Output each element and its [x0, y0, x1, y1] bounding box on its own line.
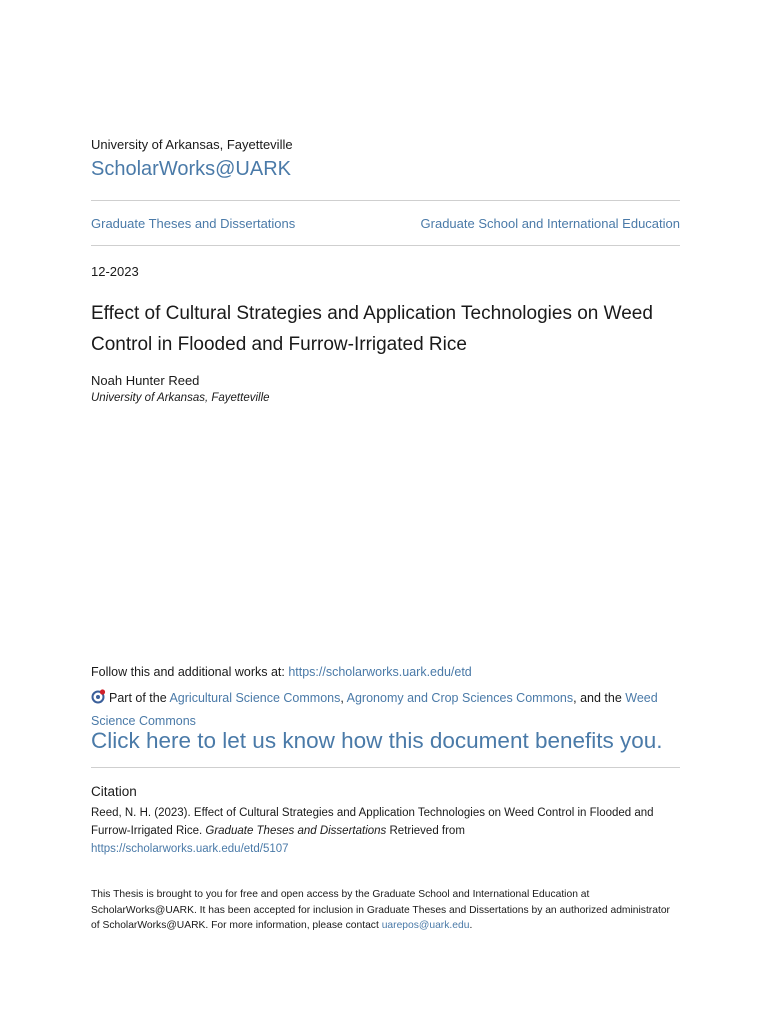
collection-link[interactable]: Graduate Theses and Dissertations — [91, 216, 296, 231]
agricultural-science-link[interactable]: Agricultural Science Commons — [169, 691, 341, 705]
citation-journal: Graduate Theses and Dissertations — [205, 825, 387, 837]
citation-text: Reed, N. H. (2023). Effect of Cultural Strategies and Application Technologies on Weed Control in Flooded and Furrow-Irrigated Rice. — [91, 807, 654, 837]
contact-email-link[interactable]: uarepos@uark.edu — [381, 920, 470, 931]
school-link[interactable]: Graduate School and International Education — [420, 216, 680, 231]
follow-url-link[interactable]: https://scholarworks.uark.edu/etd — [288, 665, 472, 679]
document-title: Effect of Cultural Strategies and Application Technologies on Weed Control in Flooded and Furrow-Irrigated Rice — [91, 303, 653, 355]
agronomy-link[interactable]: Agronomy and Crop Sciences Commons — [346, 691, 574, 705]
institution-name: University of Arkansas, Fayetteville — [91, 137, 293, 152]
notice-text: This Thesis is brought to you for free and open access by the Graduate School and International Education at ScholarWorks@UARK. It has been accepted for inclusion in Graduate Theses and Dissertations by an authorized administrator of ScholarWorks@UARK. For more information, please contact — [91, 889, 670, 931]
publication-date: 12-2023 — [91, 264, 139, 279]
citation-body — [91, 804, 686, 858]
divider-bottom — [91, 245, 680, 246]
part-of-sep2: , and the — [573, 691, 626, 705]
author-name: Noah Hunter Reed — [91, 373, 200, 388]
part-of-line — [91, 688, 681, 732]
weed-science-link[interactable]: Weed Science Commons — [91, 691, 658, 728]
repository-link[interactable]: ScholarWorks@UARK — [91, 158, 291, 180]
part-of-prefix: Part of the — [109, 691, 170, 705]
follow-line — [91, 665, 472, 679]
divider-citation — [91, 767, 680, 768]
access-notice — [91, 887, 681, 934]
part-of-sep1: , — [340, 691, 347, 705]
benefit-feedback-link[interactable]: Click here to let us know how this document benefits you. — [91, 728, 663, 753]
notice-end: . — [469, 920, 473, 931]
author-affiliation: University of Arkansas, Fayetteville — [91, 392, 270, 404]
citation-url-link[interactable]: https://scholarworks.uark.edu/etd/5107 — [91, 843, 289, 855]
divider-top — [91, 200, 680, 201]
citation-heading: Citation — [91, 784, 137, 799]
follow-prefix: Follow this and additional works at: — [91, 665, 289, 679]
network-icon — [91, 689, 106, 711]
citation-retrieved: Retrieved from — [386, 825, 465, 837]
